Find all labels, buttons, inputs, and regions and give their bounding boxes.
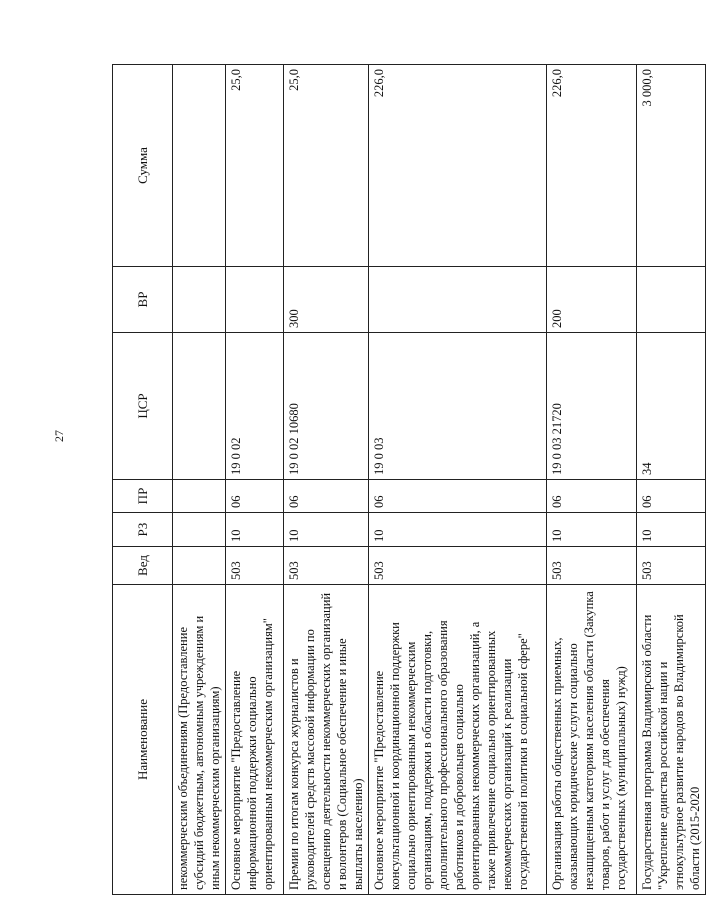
row-name: некоммерческим объединениям (Предоставление субсидий бюджетным, автономным учреждениям и иным некоммерческим организациям): [173, 585, 226, 895]
header-csr: ЦСР: [113, 333, 173, 480]
row-pr: 06: [284, 480, 369, 513]
header-row: [113, 65, 173, 895]
header-pr: ПР: [113, 480, 173, 513]
table-row: [226, 65, 284, 895]
row-vr: 300: [284, 267, 369, 333]
header-vr: ВР: [113, 267, 173, 333]
table-row: [637, 65, 706, 895]
row-csr: [173, 333, 226, 480]
table-row: [284, 65, 369, 895]
row-rz: 10: [284, 513, 369, 547]
row-pr: 06: [637, 480, 706, 513]
row-vr: [173, 267, 226, 333]
row-pr: [173, 480, 226, 513]
row-name: Организация работы общественных приемных, оказывающих юридические услуги социально незащищенным категориям населения области (Закупка товаров, работ и услуг для обеспечения государственных (муниципальных) нужд): [547, 585, 637, 895]
page-number: 27: [52, 430, 66, 442]
row-csr: 19 0 03: [369, 333, 547, 480]
row-name: Премии по итогам конкурса журналистов и руководителей средств массовой информации по освещению деятельности некоммерческих организаций и волонтеров (Социальное обеспечение и иные выплаты населению): [284, 585, 369, 895]
row-ved: 503: [284, 547, 369, 585]
row-pr: 06: [226, 480, 284, 513]
row-name: Государственная программа Владимирской области "Укрепление единства российской нации и этнокультурное развитие народов во Владимирской области (2015-2020: [637, 585, 706, 895]
row-pr: 06: [547, 480, 637, 513]
row-ved: 503: [226, 547, 284, 585]
budget-table-container: [112, 65, 702, 895]
row-ved: [173, 547, 226, 585]
row-vr: 200: [547, 267, 637, 333]
table-row: [547, 65, 637, 895]
row-csr: 19 0 02 10680: [284, 333, 369, 480]
header-rz: РЗ: [113, 513, 173, 547]
row-rz: 10: [226, 513, 284, 547]
row-rz: 10: [369, 513, 547, 547]
row-ved: 503: [637, 547, 706, 585]
row-name: Основное мероприятие "Предоставление информационной поддержки социально ориентированным некоммерческим организациям": [226, 585, 284, 895]
row-sum: 3 000,0: [637, 65, 706, 267]
row-csr: 19 0 03 21720: [547, 333, 637, 480]
row-vr: [226, 267, 284, 333]
table-row: [369, 65, 547, 895]
header-ved: Вед: [113, 547, 173, 585]
row-rz: 10: [547, 513, 637, 547]
row-sum: 226,0: [547, 65, 637, 267]
row-vr: [369, 267, 547, 333]
row-ved: 503: [547, 547, 637, 585]
row-name: Основное мероприятие "Предоставление консультационной и координационной поддержки социально ориентированным некоммерческим организациям, поддержки в области подготовки, дополнительного профессионального образования работников и добровольцев социально ориентированных некоммерческих организаций, а также привлечение социально ориентированных некоммерческих организаций к реализации государственной политики в социальной сфере": [369, 585, 547, 895]
row-rz: [173, 513, 226, 547]
header-sum: Сумма: [113, 65, 173, 267]
row-sum: [173, 65, 226, 267]
row-ved: 503: [369, 547, 547, 585]
row-vr: [637, 267, 706, 333]
row-sum: 25,0: [226, 65, 284, 267]
row-sum: 25,0: [284, 65, 369, 267]
row-pr: 06: [369, 480, 547, 513]
row-rz: 10: [637, 513, 706, 547]
row-csr: 34: [637, 333, 706, 480]
header-name: Наименование: [113, 585, 173, 895]
row-sum: 226,0: [369, 65, 547, 267]
row-csr: 19 0 02: [226, 333, 284, 480]
table-row: [173, 65, 226, 895]
budget-table: [112, 64, 706, 895]
